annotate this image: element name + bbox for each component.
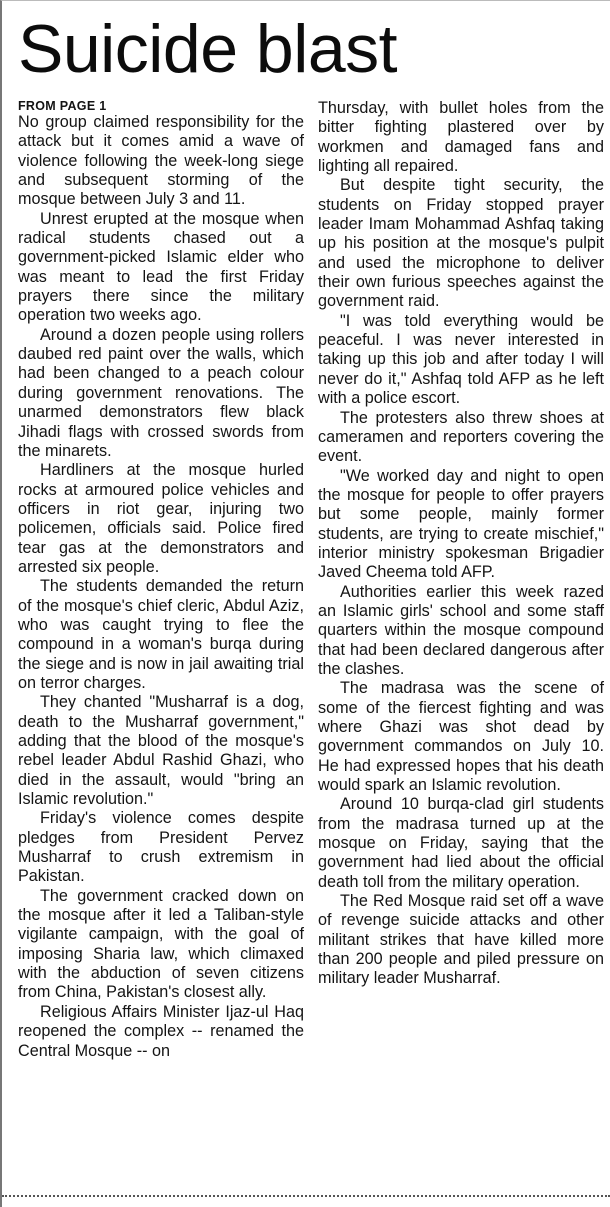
paragraph: "We worked day and night to open the mosque for people to offer prayers but some people, mainly former students, are trying to create mischief," interior ministry spokesman Brigadier Javed Cheema told AFP.	[318, 466, 604, 582]
paragraph: The madrasa was the scene of some of the fiercest fighting and was where Ghazi was shot dead by government commandos on July 10. He had expressed hopes that his death would spark an Islamic revolution.	[318, 679, 604, 795]
paragraph: Thursday, with bullet holes from the bitter fighting plastered over by workmen and damaged fans and lighting all repaired.	[318, 99, 604, 176]
paragraph: Around a dozen people using rollers daubed red paint over the walls, which had been changed to a peach colour during government renovations. The unarmed demonstrators flew black Jihadi flags with crossed swords from the minarets.	[18, 325, 304, 460]
paragraph: Religious Affairs Minister Ijaz-ul Haq reopened the complex -- renamed the Central Mosque -- on	[18, 1002, 304, 1060]
bottom-dotted-rule	[2, 1195, 610, 1197]
article-column-left	[18, 99, 304, 1061]
paragraph: Authorities earlier this week razed an Islamic girls' school and some staff quarters within the mosque compound that had been declared dangerous after the clashes.	[318, 582, 604, 678]
paragraph: No group claimed responsibility for the attack but it comes amid a wave of violence following the week-long siege and subsequent storming of the mosque between July 3 and 11.	[18, 113, 304, 209]
paragraph: The protesters also threw shoes at cameramen and reporters covering the event.	[318, 408, 604, 466]
paragraph: The Red Mosque raid set off a wave of revenge suicide attacks and other militant strikes that have killed more than 200 people and piled pressure on military leader Musharraf.	[318, 892, 604, 988]
paragraph: The government cracked down on the mosque after it led a Taliban-style vigilante campaign, with the goal of imposing Sharia law, which climaxed with the abduction of seven citizens from China, Pakistan's closest ally.	[18, 886, 304, 1002]
paragraph: Around 10 burqa-clad girl students from the madrasa turned up at the mosque on Friday, saying that the government had lied about the official death toll from the military operation.	[318, 795, 604, 891]
paragraph: They chanted "Musharraf is a dog, death to the Musharraf government," adding that the blood of the mosque's rebel leader Abdul Rashid Ghazi, who died in the assault, would "bring an Islamic revolution."	[18, 693, 304, 809]
paragraph: "I was told everything would be peaceful. I was never interested in taking up this job and after today I will never do it," Ashfaq told AFP as he left with a police escort.	[318, 311, 604, 408]
kicker-from-page: FROM PAGE 1	[18, 99, 107, 113]
paragraph: Hardliners at the mosque hurled rocks at armoured police vehicles and officers in riot gear, injuring two policemen, officials said. Police fired tear gas at the demonstrators and arrested six people.	[18, 461, 304, 576]
paragraph: Unrest erupted at the mosque when radical students chased out a government-picked Islamic elder who was meant to lead the first Friday prayers there since the military operation two weeks ago.	[18, 209, 304, 325]
paragraph: The students demanded the return of the mosque's chief cleric, Abdul Aziz, who was caught trying to flee the compound in a woman's burqa during the siege and is now in jail awaiting trial on terror charges.	[18, 577, 304, 692]
paragraph: But despite tight security, the students on Friday stopped prayer leader Imam Mohammad Ashfaq taking up his position at the mosque's pulpit and used the microphone to deliver their own furious speeches against the government raid.	[318, 176, 604, 311]
article-column-right	[318, 99, 604, 989]
headline: Suicide blast	[18, 11, 398, 87]
paragraph: Friday's violence comes despite pledges from President Pervez Musharraf to crush extremism in Pakistan.	[18, 809, 304, 886]
